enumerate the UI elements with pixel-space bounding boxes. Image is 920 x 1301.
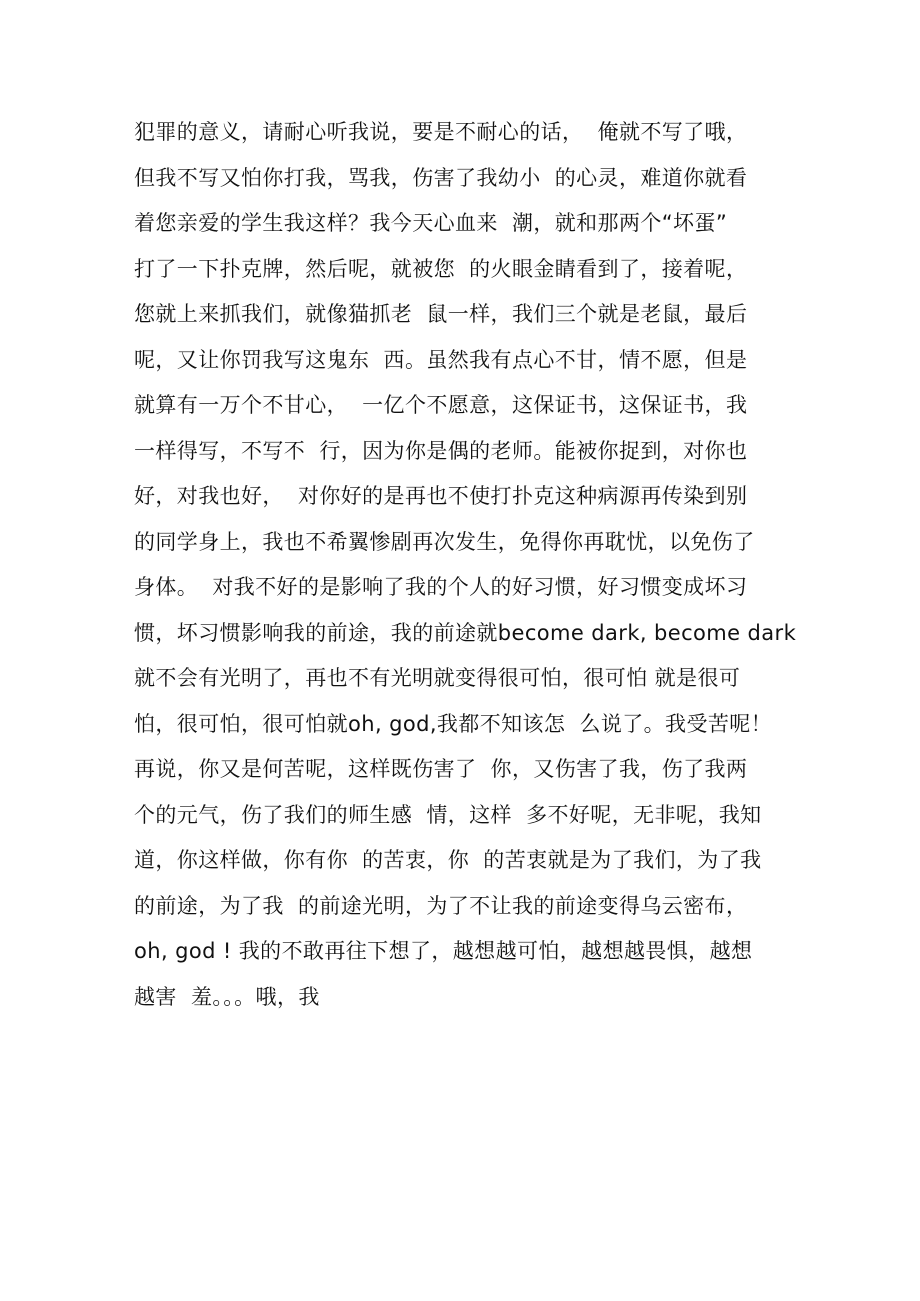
text-line: 好，对我也好， 对你好的是再也不使打扑克这种病源再传染到别: [134, 484, 748, 508]
text-line: 再说，你又是何苦呢，这样既伤害了 你，又伤害了我，伤了我两: [134, 757, 748, 781]
text-line: 怕，很可怕，很可怕就oh, god,我都不知该怎 么说了。我受苦呢！: [134, 711, 773, 736]
text-line: 的前途，为了我 的前途光明，为了不让我的前途变得乌云密布，: [134, 893, 748, 918]
text-line: 着您亲爱的学生我这样？我今天心血来 潮，就和那两个“坏蛋”: [134, 211, 728, 235]
text-line: 道，你这样做，你有你 的苦衷，你 的苦衷就是为了我们，为了我: [134, 848, 762, 872]
text-line: 就算有一万个不甘心， 一亿个不愿意，这保证书，这保证书，我: [134, 393, 748, 417]
text-line: oh, god ! 我的不敢再往下想了，越想越可怕，越想越畏惧，越想: [134, 939, 753, 963]
text-line: 打了一下扑克牌，然后呢，就被您 的火眼金睛看到了，接着呢，: [134, 256, 748, 281]
text-line: 一样得写，不写不 行，因为你是偶的老师。能被你捉到，对你也: [134, 438, 748, 463]
text-line: 呢，又让你罚我写这鬼东 西。虽然我有点心不甘，情不愿，但是: [134, 347, 748, 372]
body-text: [134, 110, 814, 1020]
text-line: 个的元气，伤了我们的师生感 情，这样 多不好呢，无非呢，我知: [134, 802, 762, 827]
text-line: 的同学身上，我也不希翼惨剧再次发生，免得你再耽忧，以免伤了: [134, 529, 755, 554]
text-line: 但我不写又怕你打我，骂我，伤害了我幼小 的心灵，难道你就看: [134, 165, 748, 190]
text-line: 就不会有光明了，再也不有光明就变得很可怕，很可怕 就是很可: [134, 666, 741, 690]
text-line: 越害 羞。。。哦，我: [134, 984, 320, 1009]
text-line: 惯，坏习惯影响我的前途，我的前途就become dark, become dark: [134, 620, 797, 645]
text-line: 犯罪的意义，请耐心听我说，要是不耐心的话， 俺就不写了哦，: [134, 120, 748, 144]
text-line: 身体。 对我不好的是影响了我的个人的好习惯，好习惯变成坏习: [134, 575, 748, 599]
text-line: 您就上来抓我们，就像猫抓老 鼠一样，我们三个就是老鼠，最后: [134, 302, 748, 326]
